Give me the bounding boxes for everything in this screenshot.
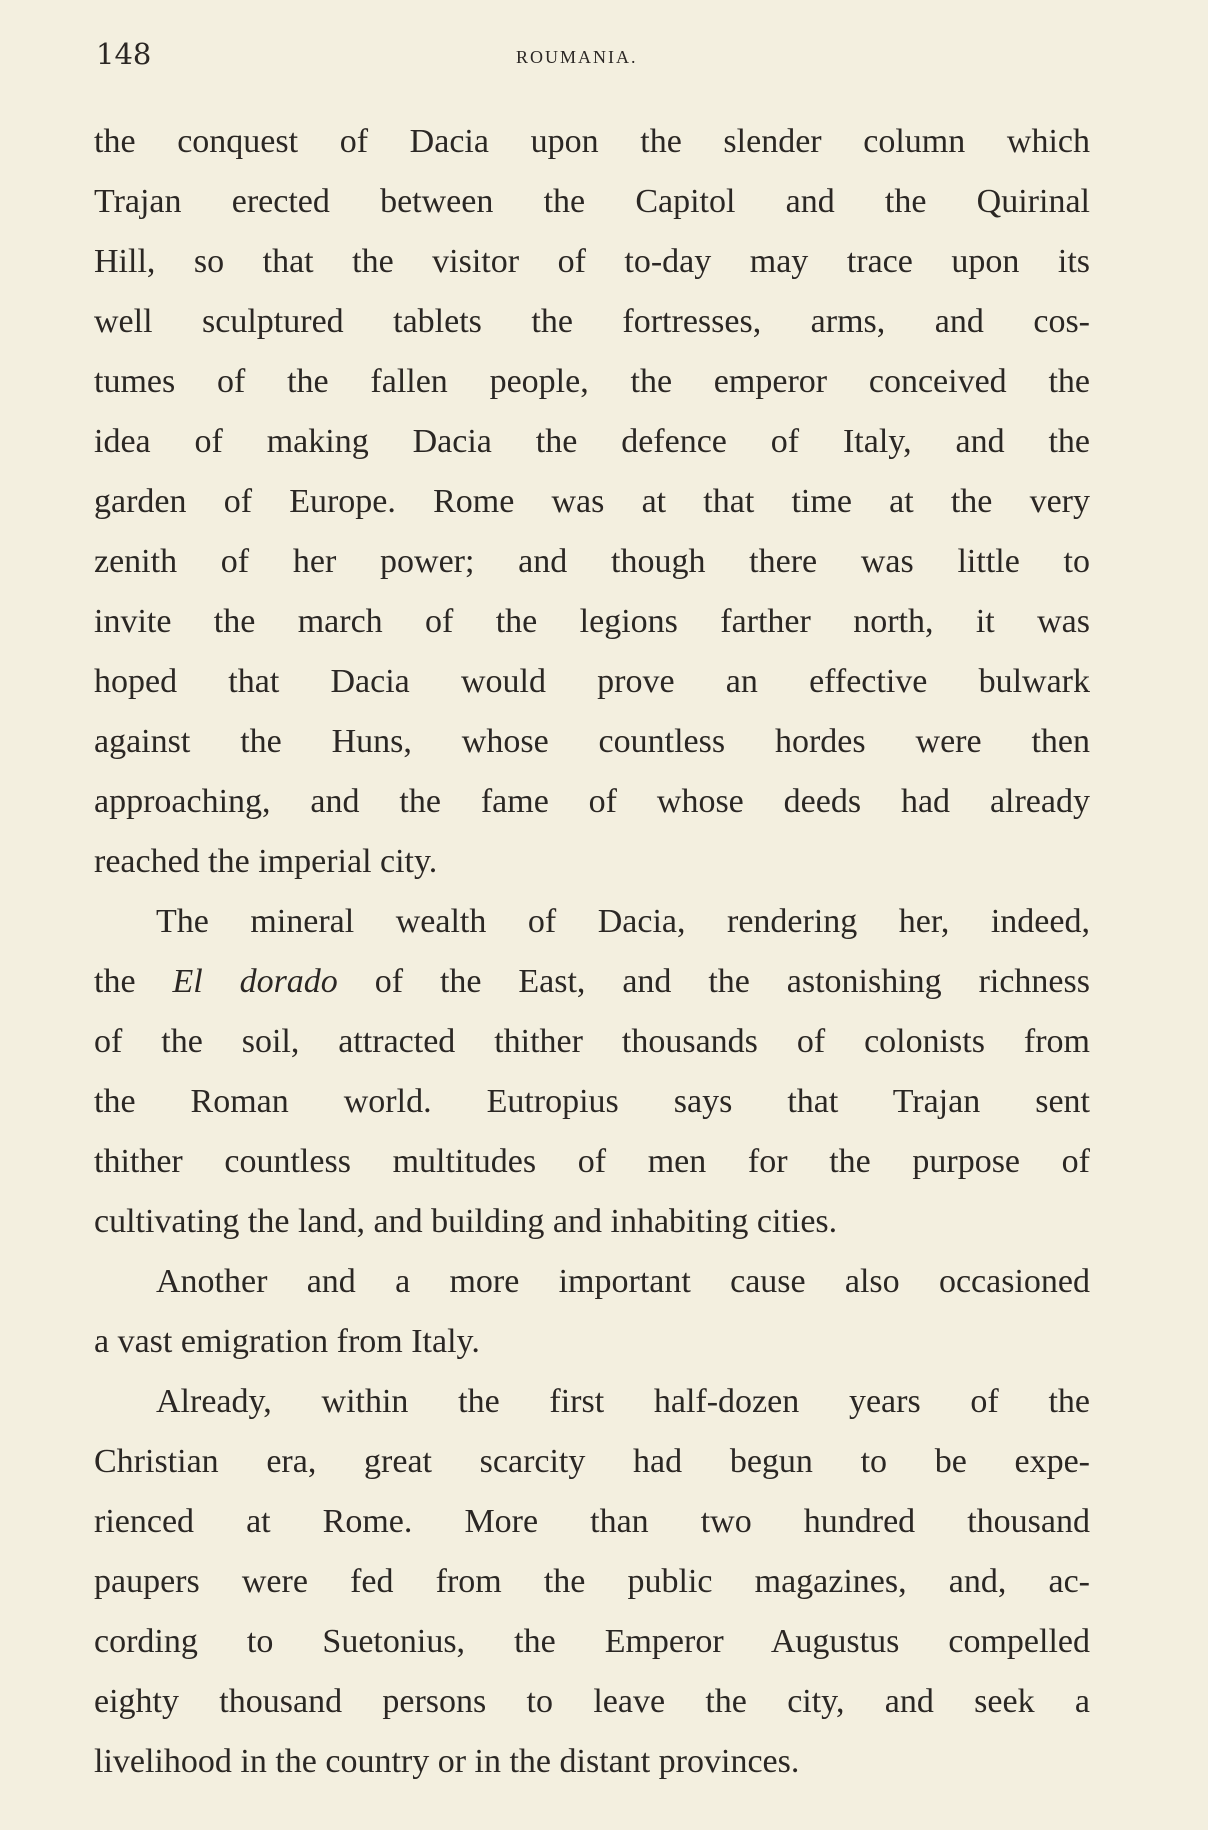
text-line: Hill, so that the visitor of to-day may trace upon its: [94, 243, 1090, 280]
text-line: thither countless multitudes of men for the purpose of: [94, 1143, 1090, 1180]
text-line: garden of Europe. Rome was at that time at the very: [94, 483, 1090, 520]
text-line: cultivating the land, and building and inhabiting cities.: [94, 1203, 838, 1240]
text-line: reached the imperial city.: [94, 843, 438, 880]
text-line: livelihood in the country or in the distant provinces.: [94, 1743, 800, 1780]
paragraph-3: [94, 1252, 1090, 1372]
text-line: the conquest of Dacia upon the slender column which: [94, 123, 1090, 160]
text-line: idea of making Dacia the defence of Italy, and the: [94, 423, 1090, 460]
text-line: Another and a more important cause also occasioned: [156, 1263, 1090, 1300]
text-run: the: [94, 963, 173, 1000]
text-line: approaching, and the fame of whose deeds had already: [94, 783, 1090, 820]
text-line: hoped that Dacia would prove an effective bulwark: [94, 663, 1090, 700]
text-line: Already, within the first half-dozen years of the: [156, 1383, 1090, 1420]
text-line: a vast emigration from Italy.: [94, 1323, 480, 1360]
text-line: well sculptured tablets the fortresses, arms, and cos-: [94, 303, 1090, 340]
text-line: rienced at Rome. More than two hundred thousand: [94, 1503, 1090, 1540]
page-number: 148: [96, 37, 152, 71]
text-line: Christian era, great scarcity had begun to be expe-: [94, 1443, 1090, 1480]
text-line: of the soil, attracted thither thousands of colonists from: [94, 1023, 1090, 1060]
paragraph-4: [94, 1372, 1090, 1792]
body-text: [94, 112, 1090, 1792]
text-line: The mineral wealth of Dacia, rendering her, indeed,: [156, 903, 1090, 940]
text-line: tumes of the fallen people, the emperor conceived the: [94, 363, 1090, 400]
italic-phrase: El dorado: [172, 963, 338, 1000]
text-line: against the Huns, whose countless hordes were then: [94, 723, 1090, 760]
text-line: the Roman world. Eutropius says that Trajan sent: [94, 1083, 1090, 1120]
page-header: [96, 32, 1096, 76]
text-line: eighty thousand persons to leave the city, and seek a: [94, 1683, 1090, 1720]
text-line: [94, 952, 1090, 1012]
paragraph-2: [94, 892, 1090, 1252]
text-line: paupers were fed from the public magazines, and, ac-: [94, 1563, 1090, 1600]
text-line: zenith of her power; and though there was little to: [94, 543, 1090, 580]
paragraph-1: [94, 112, 1090, 892]
text-run: of the East, and the astonishing richness: [337, 963, 1090, 1000]
text-line: cording to Suetonius, the Emperor Augustus compelled: [94, 1623, 1090, 1660]
running-head: ROUMANIA.: [516, 47, 638, 67]
text-line: invite the march of the legions farther north, it was: [94, 603, 1090, 640]
text-line: Trajan erected between the Capitol and the Quirinal: [94, 183, 1090, 220]
